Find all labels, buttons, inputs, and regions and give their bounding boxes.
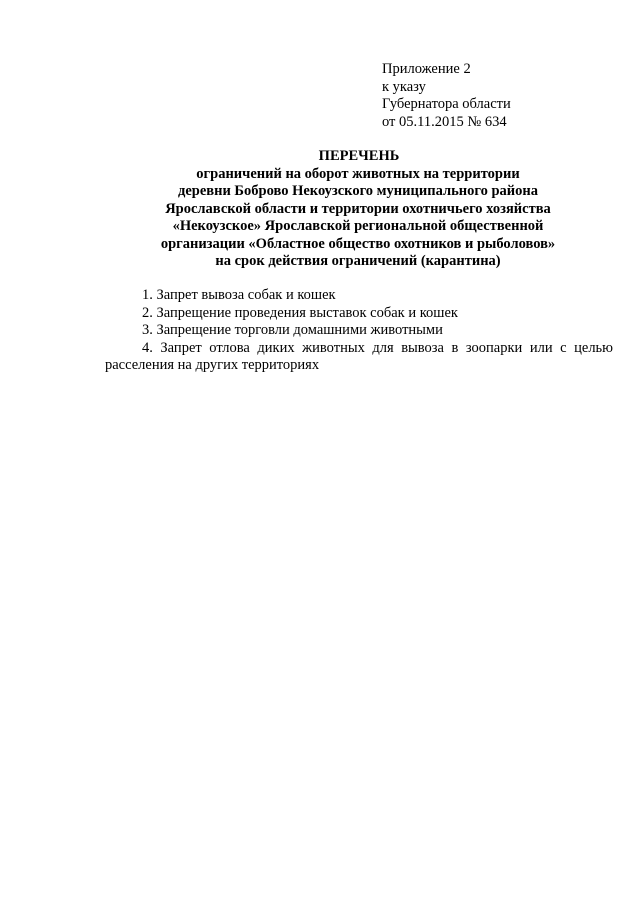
list-item: [105, 305, 613, 323]
heading-line: на срок действия ограничений (карантина): [215, 253, 501, 269]
document-heading: [100, 148, 616, 271]
attachment-line: к указу: [382, 78, 426, 95]
heading-line: деревни Боброво Некоузского муниципального района: [178, 183, 538, 199]
list-item-text: 3. Запрещение торговли домашними животными: [142, 322, 443, 338]
list-item: [105, 322, 613, 340]
attachment-line: от 05.11.2015 № 634: [382, 113, 507, 130]
restrictions-list: [105, 287, 613, 375]
attachment-header: [382, 61, 511, 131]
attachment-line: Губернатора области: [382, 96, 511, 112]
list-item-text: 2. Запрещение проведения выставок собак и кошек: [142, 304, 458, 321]
heading-line: организации «Областное общество охотников и рыболовов»: [160, 235, 556, 252]
document-title: ПЕРЕЧЕНЬ: [318, 148, 400, 164]
heading-line: «Некоузское» Ярославской региональной общественной: [172, 218, 544, 234]
heading-line: ограничений на оборот животных на территории: [196, 165, 520, 182]
heading-line: Ярославской области и территории охотничьего хозяйства: [165, 200, 551, 217]
list-item: [105, 340, 613, 375]
list-item: [105, 287, 613, 305]
list-item-text: 1. Запрет вывоза собак и кошек: [142, 287, 336, 303]
list-item-text: 4. Запрет отлова диких животных для вывоза в зоопарки или с целью расселения на других территориях: [105, 339, 613, 373]
attachment-line: Приложение 2: [382, 61, 471, 77]
